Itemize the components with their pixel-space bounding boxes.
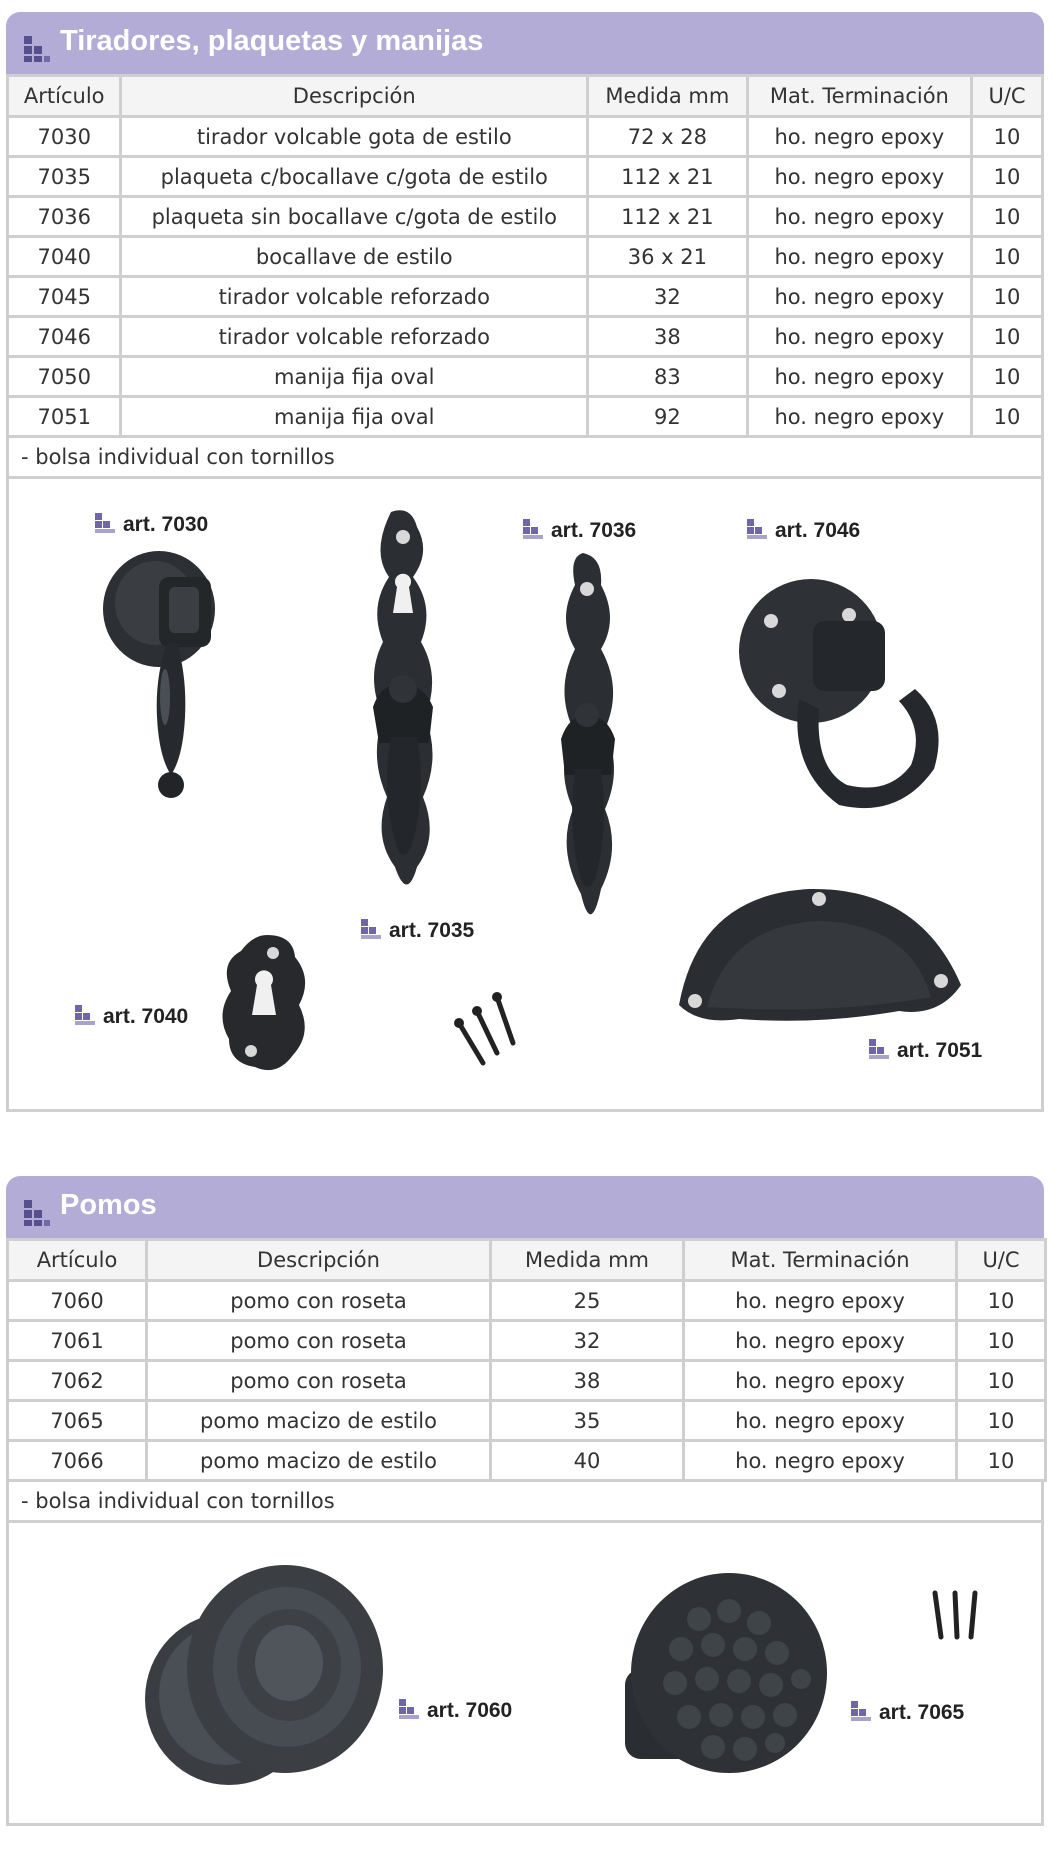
product-photos [6,1523,1044,1826]
cell-article: 7066 [8,1441,147,1481]
cell-units: 10 [972,357,1043,397]
cell-article: 7046 [8,317,121,357]
column-header: Artículo [8,1240,147,1281]
cell-units: 10 [972,237,1043,277]
section-title: Pomos [60,1189,157,1221]
cell-description: plaqueta sin bocallave c/gota de estilo [121,197,588,237]
column-header: U/C [972,76,1043,117]
screws-image [453,989,533,1069]
table-row [8,237,1043,277]
cell-description: bocallave de estilo [121,237,588,277]
section-tiradores [6,12,1044,1112]
caption-text: art. 7046 [775,519,861,542]
drop-pull-image [97,547,247,807]
table-row [8,157,1043,197]
cell-size: 38 [491,1361,684,1401]
cell-units: 10 [972,197,1043,237]
cell-units: 10 [957,1441,1046,1481]
caption-text: art. 7036 [551,519,637,542]
cell-description: manija fija oval [121,397,588,437]
column-header: Mat. Terminación [684,1240,957,1281]
section-header [6,1176,1044,1238]
cell-description: manija fija oval [121,357,588,397]
section-header [6,12,1044,74]
table-row [8,1321,1046,1361]
column-header: Descripción [147,1240,491,1281]
cell-size: 36 x 21 [588,237,748,277]
table-row [8,317,1043,357]
caption-text: art. 7035 [389,919,475,942]
squares-icon [95,513,115,533]
cell-units: 10 [957,1321,1046,1361]
cell-size: 92 [588,397,748,437]
table-row [8,357,1043,397]
squares-icon [523,519,543,539]
cell-finish: ho. negro epoxy [747,197,971,237]
hammered-knob-image [609,1569,829,1799]
table-row [8,277,1043,317]
table-row [8,1361,1046,1401]
cell-size: 35 [491,1401,684,1441]
packaging-note: - bolsa individual con tornillos [6,438,1044,479]
column-header: U/C [957,1240,1046,1281]
cell-finish: ho. negro epoxy [747,157,971,197]
column-header: Artículo [8,76,121,117]
caption-text: art. 7040 [103,1005,189,1028]
product-photos [6,479,1044,1112]
table-row [8,1281,1046,1321]
section-title: Tiradores, plaquetas y manijas [60,25,484,57]
section-pomos [6,1176,1044,1826]
caption-art-7046 [747,519,860,543]
table-header-row [8,76,1043,117]
cell-size: 32 [491,1321,684,1361]
cell-units: 10 [972,317,1043,357]
caption-art-7036 [523,519,636,543]
caption-art-7035 [361,919,474,943]
cell-finish: ho. negro epoxy [684,1401,957,1441]
cell-description: tirador volcable reforzado [121,317,588,357]
squares-icon [361,919,381,939]
caption-text: art. 7060 [427,1699,513,1722]
cell-units: 10 [957,1401,1046,1441]
column-header: Medida mm [588,76,748,117]
cell-description: tirador volcable reforzado [121,277,588,317]
cell-size: 112 x 21 [588,197,748,237]
cell-article: 7065 [8,1401,147,1441]
cell-units: 10 [972,157,1043,197]
keyhole-plate-drop-image [351,507,461,907]
caption-text: art. 7065 [879,1701,965,1724]
keyhole-escutcheon-image [215,929,315,1079]
cup-handle-image [669,875,969,1045]
product-table [6,74,1044,438]
screws-image [925,1587,995,1643]
table-row [8,197,1043,237]
caption-text: art. 7051 [897,1039,983,1062]
cell-description: pomo macizo de estilo [147,1401,491,1441]
column-header: Medida mm [491,1240,684,1281]
cell-article: 7060 [8,1281,147,1321]
squares-icon [75,1005,95,1025]
knob-rosette-image [129,1563,389,1793]
table-row [8,1401,1046,1441]
column-header: Descripción [121,76,588,117]
cell-article: 7030 [8,117,121,157]
squares-icon [24,36,50,62]
cell-article: 7050 [8,357,121,397]
cell-article: 7051 [8,397,121,437]
cell-finish: ho. negro epoxy [747,117,971,157]
squares-icon [869,1039,889,1059]
cell-article: 7061 [8,1321,147,1361]
plate-drop-image [539,549,639,939]
cell-units: 10 [972,117,1043,157]
squares-icon [24,1200,50,1226]
cell-article: 7045 [8,277,121,317]
cell-description: pomo macizo de estilo [147,1441,491,1481]
cell-size: 83 [588,357,748,397]
cell-size: 72 x 28 [588,117,748,157]
cell-description: pomo con roseta [147,1321,491,1361]
caption-art-7065 [851,1701,964,1725]
cell-article: 7040 [8,237,121,277]
packaging-note: - bolsa individual con tornillos [6,1482,1044,1523]
cell-finish: ho. negro epoxy [747,317,971,357]
cell-size: 38 [588,317,748,357]
product-table [6,1238,1047,1482]
cell-description: pomo con roseta [147,1281,491,1321]
caption-art-7040 [75,1005,188,1029]
cell-size: 112 x 21 [588,157,748,197]
cell-finish: ho. negro epoxy [684,1361,957,1401]
cell-finish: ho. negro epoxy [684,1281,957,1321]
cell-size: 40 [491,1441,684,1481]
caption-art-7060 [399,1699,512,1723]
table-row [8,1441,1046,1481]
cell-finish: ho. negro epoxy [684,1321,957,1361]
cell-finish: ho. negro epoxy [747,357,971,397]
caption-text: art. 7030 [123,513,209,536]
cell-article: 7036 [8,197,121,237]
cell-units: 10 [972,277,1043,317]
cell-finish: ho. negro epoxy [747,277,971,317]
table-header-row [8,1240,1046,1281]
cell-units: 10 [957,1281,1046,1321]
cell-finish: ho. negro epoxy [747,397,971,437]
cell-units: 10 [972,397,1043,437]
squares-icon [747,519,767,539]
caption-art-7030 [95,513,208,537]
table-row [8,117,1043,157]
ring-pull-image [729,569,969,829]
cell-finish: ho. negro epoxy [684,1441,957,1481]
cell-size: 25 [491,1281,684,1321]
cell-units: 10 [957,1361,1046,1401]
cell-description: plaqueta c/bocallave c/gota de estilo [121,157,588,197]
table-row [8,397,1043,437]
cell-description: tirador volcable gota de estilo [121,117,588,157]
cell-article: 7035 [8,157,121,197]
column-header: Mat. Terminación [747,76,971,117]
cell-finish: ho. negro epoxy [747,237,971,277]
squares-icon [399,1699,419,1719]
squares-icon [851,1701,871,1721]
cell-description: pomo con roseta [147,1361,491,1401]
cell-size: 32 [588,277,748,317]
cell-article: 7062 [8,1361,147,1401]
caption-art-7051 [869,1039,982,1063]
